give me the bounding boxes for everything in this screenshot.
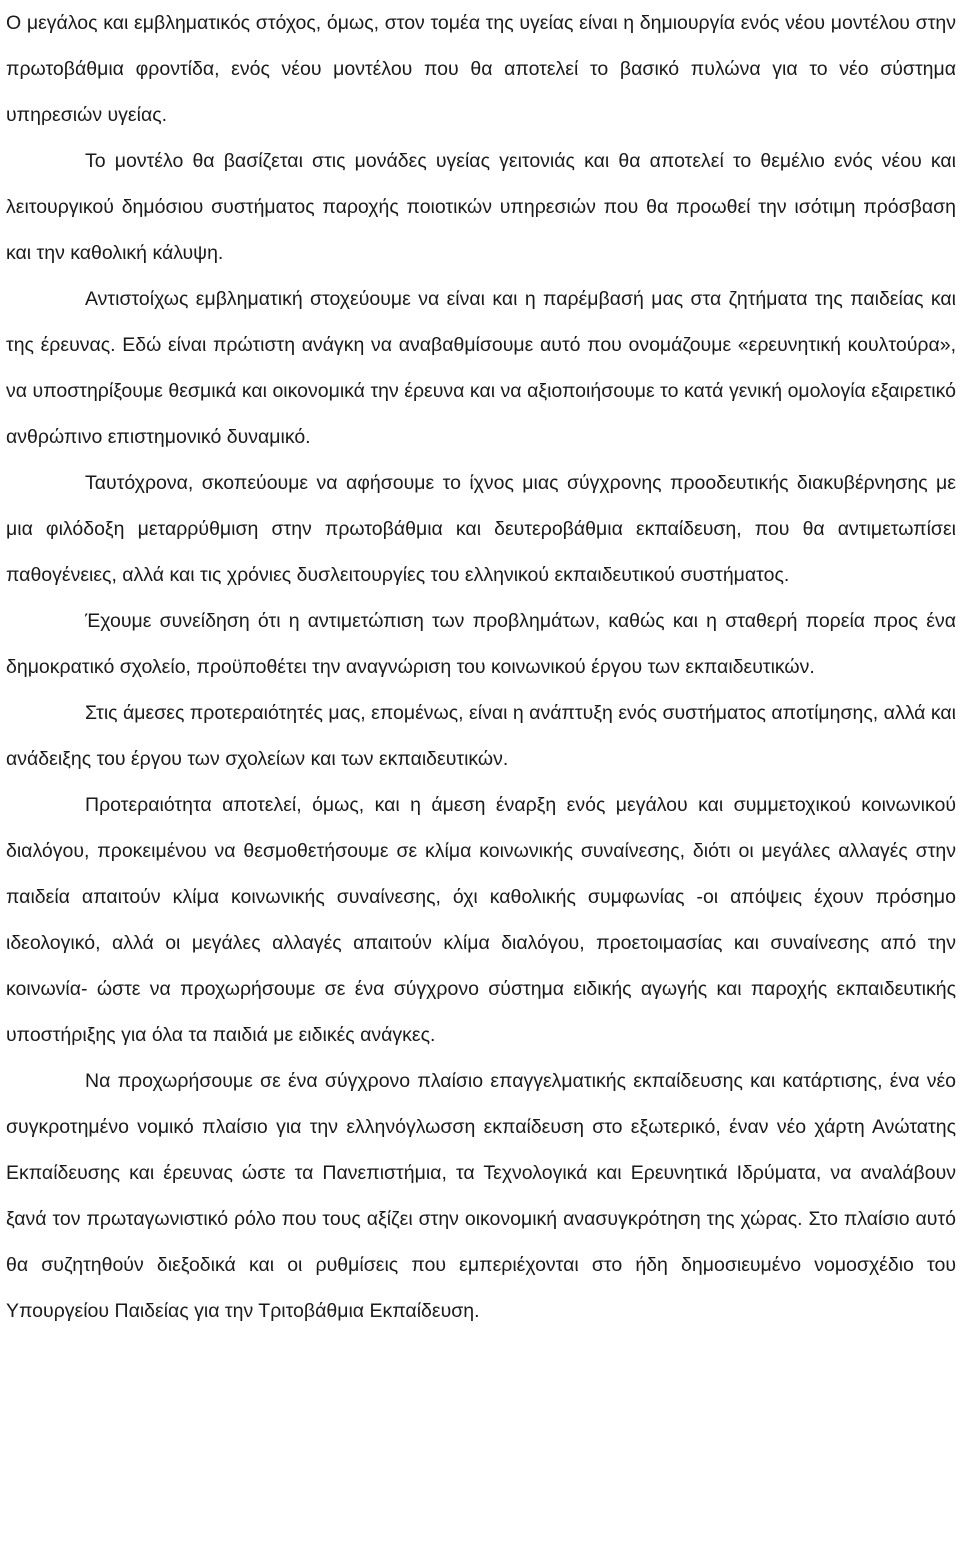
paragraph-teachers-recognition: Έχουμε συνείδηση ότι η αντιμετώπιση των προβλημάτων, καθώς και η σταθερή πορεία προς ένα δημοκρατικό σχολείο, προϋποθέτει την αναγνώριση του κοινωνικού έργου των εκπαιδευτικών. xyxy=(6,610,956,678)
paragraph-health-model: Το μοντέλο θα βασίζεται στις μονάδες υγείας γειτονιάς και θα αποτελεί το θεμέλιο ενός νέου και λειτουργικού δημόσιου συστήματος παροχής ποιοτικών υπηρεσιών που θα προωθεί την ισότιμη πρόσβαση και την καθολική κάλυψη. xyxy=(6,150,956,264)
paragraph-social-dialogue: Προτεραιότητα αποτελεί, όμως, και η άμεση έναρξη ενός μεγάλου και συμμετοχικού κοινωνικού διαλόγου, προκειμένου να θεσμοθετήσουμε σε κλίμα κοινωνικής συναίνεσης, διότι οι μεγάλες αλλαγές στην παιδεία απαιτούν κλίμα κοινωνικής συναίνεσης, όχι καθολικής συμφωνίας -οι απόψεις έχουν πρόσημο ιδεολογικό, αλλά οι μεγάλες αλλαγές απαιτούν κλίμα διαλόγου, προετοιμασίας και συναίνεσης από την κοινωνία- ώστε να προχωρήσουμε σε ένα σύγχρονο σύστημα ειδικής αγωγής και παροχής εκπαιδευτικής υποστήριξης για όλα τα παιδιά με ειδικές ανάγκες. xyxy=(6,794,956,1046)
paragraph-evaluation-system: Στις άμεσες προτεραιότητές μας, επομένως, είναι η ανάπτυξη ενός συστήματος αποτίμησης, αλλά και ανάδειξης του έργου των σχολείων και των εκπαιδευτικών. xyxy=(6,702,956,770)
paragraph-education-reform: Ταυτόχρονα, σκοπεύουμε να αφήσουμε το ίχνος μιας σύγχρονης προοδευτικής διακυβέρνησης με μια φιλόδοξη μεταρρύθμιση στην πρωτοβάθμια και δευτεροβάθμια εκπαίδευση, που θα αντιμετωπίσει παθογένειες, αλλά και τις χρόνιες δυσλειτουργίες του ελληνικού εκπαιδευτικού συστήματος. xyxy=(6,472,956,586)
paragraph-health-goal: Ο μεγάλος και εμβληματικός στόχος, όμως, στον τομέα της υγείας είναι η δημιουργία ενός νέου μοντέλου στην πρωτοβάθμια φροντίδα, ενός νέου μοντέλου που θα αποτελεί το βασικό πυλώνα για το νέο σύστημα υπηρεσιών υγείας. xyxy=(6,12,956,126)
document-page xyxy=(6,0,956,1334)
paragraph-higher-education: Να προχωρήσουμε σε ένα σύγχρονο πλαίσιο επαγγελματικής εκπαίδευσης και κατάρτισης, ένα νέο συγκροτημένο νομικό πλαίσιο για την ελληνόγλωσση εκπαίδευση στο εξωτερικό, έναν νέο χάρτη Ανώτατης Εκπαίδευσης και έρευνας ώστε τα Πανεπιστήμια, τα Τεχνολογικά και Ερευνητικά Ιδρύματα, να αναλάβουν ξανά τον πρωταγωνιστικό ρόλο που τους αξίζει στην οικονομική ανασυγκρότηση της χώρας. Στο πλαίσιο αυτό θα συζητηθούν διεξοδικά και οι ρυθμίσεις που εμπεριέχονται στο ήδη δημοσιευμένο νομοσχέδιο του Υπουργείου Παιδείας για την Τριτοβάθμια Εκπαίδευση. xyxy=(6,1070,956,1322)
paragraph-education-research: Αντιστοίχως εμβληματική στοχεύουμε να είναι και η παρέμβασή μας στα ζητήματα της παιδείας και της έρευνας. Εδώ είναι πρώτιστη ανάγκη να αναβαθμίσουμε αυτό που ονομάζουμε «ερευνητική κουλτούρα», να υποστηρίξουμε θεσμικά και οικονομικά την έρευνα και να αξιοποιήσουμε το κατά γενική ομολογία εξαιρετικό ανθρώπινο επιστημονικό δυναμικό. xyxy=(6,288,956,448)
